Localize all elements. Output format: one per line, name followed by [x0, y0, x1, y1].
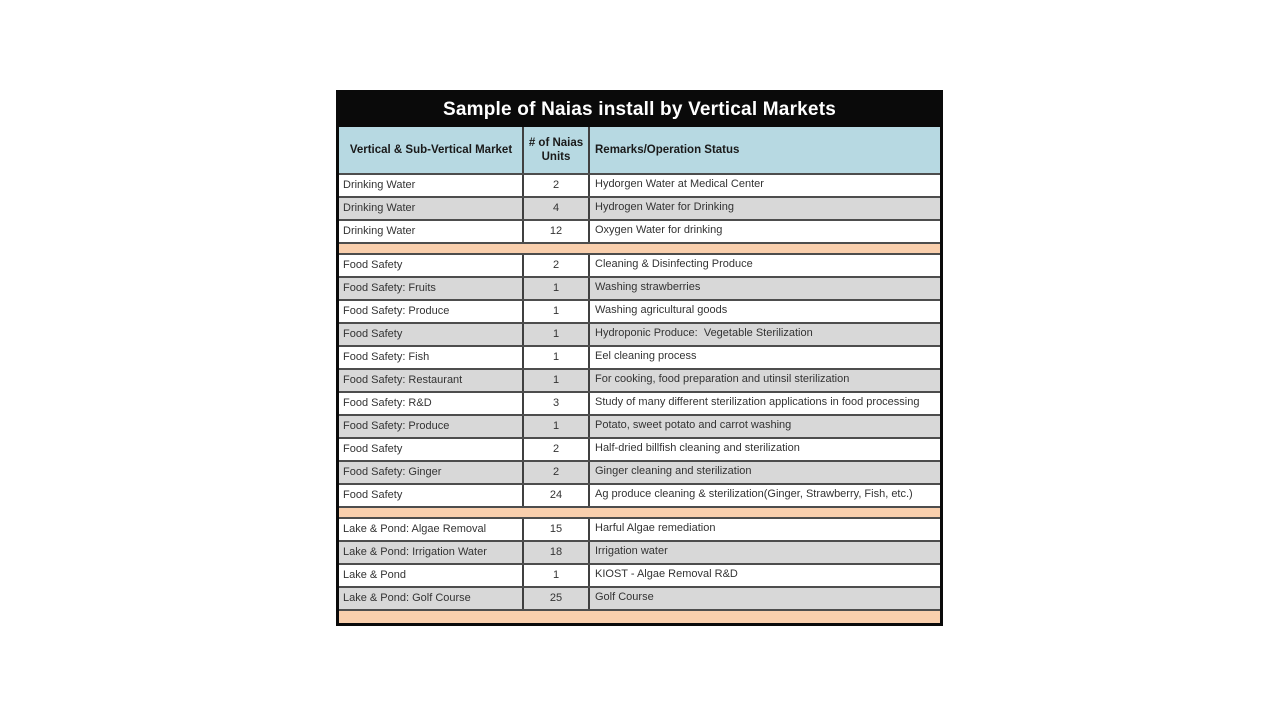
cell-remarks: Study of many different sterilization applications in food processing	[595, 396, 920, 408]
table-row	[339, 196, 940, 219]
cell-remarks: KIOST - Algae Removal R&D	[595, 568, 738, 580]
cell-units: 1	[522, 347, 590, 368]
cell-market: Food Safety: Ginger	[343, 466, 442, 478]
column-header-market: Vertical & Sub-Vertical Market	[349, 144, 513, 156]
cell-units: 15	[522, 519, 590, 540]
cell-remarks: For cooking, food preparation and utinsil sterilization	[595, 373, 850, 385]
cell-market: Lake & Pond	[343, 569, 406, 581]
table-row	[339, 299, 940, 322]
cell-units: 1	[522, 301, 590, 322]
table-row	[339, 391, 940, 414]
cell-units: 4	[522, 198, 590, 219]
separator-row	[339, 609, 940, 623]
cell-remarks: Harful Algae remediation	[595, 522, 716, 534]
column-header-units: # of Naias Units	[522, 127, 590, 173]
cell-remarks: Potato, sweet potato and carrot washing	[595, 419, 792, 431]
cell-remarks: Eel cleaning process	[595, 350, 697, 362]
table-body	[339, 173, 940, 623]
cell-market: Lake & Pond: Irrigation Water	[343, 546, 487, 558]
cell-remarks: Golf Course	[595, 591, 654, 603]
cell-units: 1	[522, 416, 590, 437]
cell-remarks: Cleaning & Disinfecting Produce	[595, 258, 753, 270]
table-row	[339, 253, 940, 276]
cell-market: Food Safety: Produce	[343, 305, 450, 317]
cell-market: Food Safety: Fruits	[343, 282, 436, 294]
cell-remarks: Ag produce cleaning & sterilization(Ginger, Strawberry, Fish, etc.)	[595, 488, 913, 500]
cell-remarks: Hydroponic Produce: Vegetable Sterilization	[595, 327, 813, 339]
cell-units: 2	[522, 255, 590, 276]
cell-market: Food Safety: R&D	[343, 397, 432, 409]
cell-units: 24	[522, 485, 590, 506]
cell-units: 2	[522, 175, 590, 196]
cell-remarks: Washing strawberries	[595, 281, 701, 293]
table-row	[339, 345, 940, 368]
table-header	[339, 127, 940, 173]
table-row	[339, 368, 940, 391]
cell-units: 2	[522, 462, 590, 483]
cell-market: Food Safety: Fish	[343, 351, 430, 363]
separator-row	[339, 242, 940, 253]
cell-remarks: Irrigation water	[595, 545, 668, 557]
cell-market: Drinking Water	[343, 202, 416, 214]
naias-install-table	[336, 90, 943, 626]
table-row	[339, 276, 940, 299]
table-row	[339, 173, 940, 196]
cell-market: Lake & Pond: Algae Removal	[343, 523, 487, 535]
cell-units: 1	[522, 565, 590, 586]
cell-remarks: Hydrogen Water for Drinking	[595, 201, 734, 213]
table-row	[339, 322, 940, 345]
table-row	[339, 460, 940, 483]
table-row	[339, 219, 940, 242]
cell-market: Food Safety	[343, 328, 403, 340]
table-row	[339, 563, 940, 586]
cell-remarks: Washing agricultural goods	[595, 304, 728, 316]
table-title: Sample of Naias install by Vertical Markets	[339, 93, 940, 127]
cell-market: Food Safety	[343, 489, 403, 501]
cell-units: 1	[522, 370, 590, 391]
table-row	[339, 414, 940, 437]
table-row	[339, 483, 940, 506]
cell-units: 18	[522, 542, 590, 563]
cell-units: 1	[522, 278, 590, 299]
cell-units: 25	[522, 588, 590, 609]
cell-market: Food Safety	[343, 443, 403, 455]
cell-market: Food Safety: Produce	[343, 420, 450, 432]
cell-units: 3	[522, 393, 590, 414]
cell-remarks: Hydorgen Water at Medical Center	[595, 178, 764, 190]
cell-market: Lake & Pond: Golf Course	[343, 592, 471, 604]
table-row	[339, 517, 940, 540]
table-row	[339, 437, 940, 460]
cell-units: 12	[522, 221, 590, 242]
table-row	[339, 586, 940, 609]
cell-units: 1	[522, 324, 590, 345]
cell-remarks: Oxygen Water for drinking	[595, 224, 723, 236]
cell-market: Food Safety: Restaurant	[343, 374, 463, 386]
cell-market: Drinking Water	[343, 179, 416, 191]
table-row	[339, 540, 940, 563]
column-header-remarks: Remarks/Operation Status	[595, 144, 740, 156]
cell-market: Food Safety	[343, 259, 403, 271]
cell-units: 2	[522, 439, 590, 460]
cell-market: Drinking Water	[343, 225, 416, 237]
cell-remarks: Half-dried billfish cleaning and sterilization	[595, 442, 800, 454]
cell-remarks: Ginger cleaning and sterilization	[595, 465, 752, 477]
separator-row	[339, 506, 940, 517]
